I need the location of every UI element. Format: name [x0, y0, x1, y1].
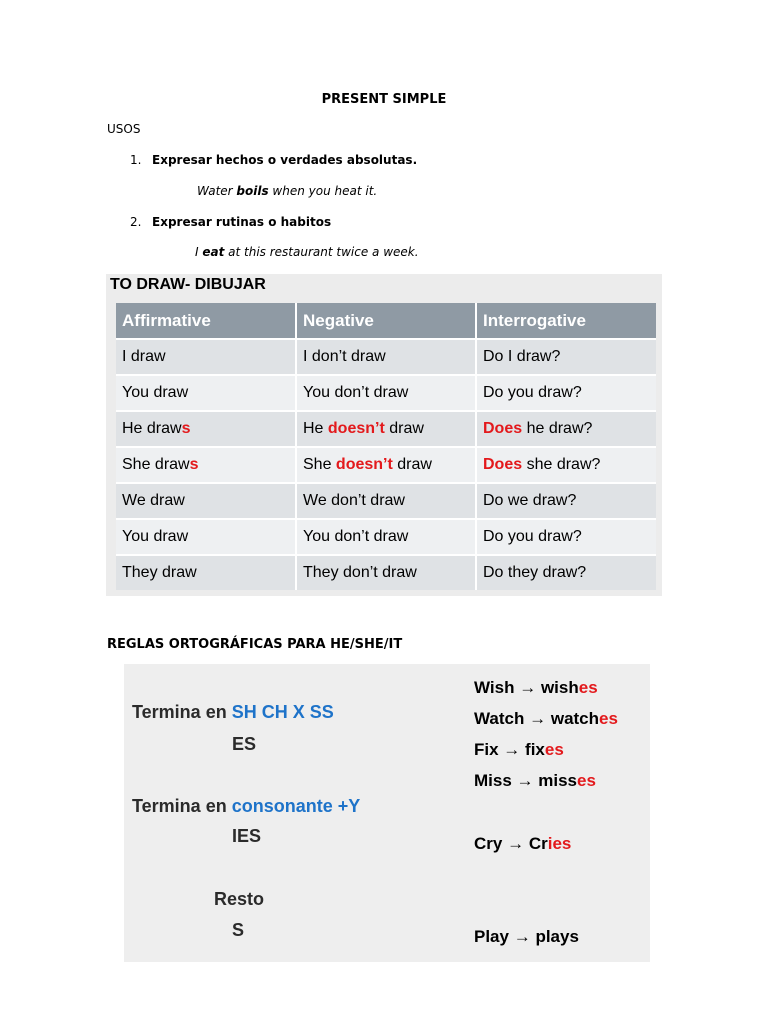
example-watch	[474, 709, 618, 729]
cell-text: Do we draw?	[483, 492, 577, 509]
affirmative-cell	[116, 411, 296, 447]
example-base: Fix	[474, 740, 499, 759]
rule-highlight: consonante +Y	[231, 796, 361, 816]
negative-cell	[296, 483, 476, 519]
cell-text: I draw	[122, 348, 166, 365]
rule-text: Termina en	[132, 702, 232, 722]
interrogative-cell	[476, 375, 656, 411]
negative-cell	[296, 339, 476, 375]
conjugation-table	[116, 303, 656, 590]
arrow-icon: →	[529, 709, 547, 728]
interrogative-cell	[476, 519, 656, 555]
use-item-1	[130, 153, 417, 167]
cell-text: She	[303, 456, 336, 473]
affirmative-cell	[116, 375, 296, 411]
table-row	[116, 447, 656, 483]
cell-highlight: doesn’t	[327, 420, 385, 437]
example-base: Play	[474, 927, 509, 946]
arrow-icon: →	[516, 771, 534, 790]
cell-text: don’t draw	[334, 384, 409, 401]
cell-text: don’t draw	[334, 528, 409, 545]
cell-highlight: Does	[483, 456, 523, 473]
cell-highlight: Does	[483, 420, 523, 437]
table-row	[116, 519, 656, 555]
cell-text: Do they draw?	[483, 564, 587, 581]
example-suffix: es	[578, 678, 598, 697]
rule-text: Termina en	[132, 796, 232, 816]
cell-text: You	[303, 528, 335, 545]
cell-text: he draw?	[522, 420, 593, 437]
rule-3: Resto	[214, 889, 265, 909]
rule-3-ending: S	[232, 920, 245, 940]
cell-text: He	[303, 420, 328, 437]
affirmative-cell	[116, 519, 296, 555]
cell-text: We draw	[122, 492, 185, 509]
negative-cell	[296, 519, 476, 555]
use-number: 2.	[130, 215, 142, 229]
example-verb: boils	[236, 184, 269, 198]
table-row	[116, 555, 656, 590]
arrow-icon: →	[513, 927, 531, 946]
negative-cell	[296, 447, 476, 483]
table-row	[116, 339, 656, 375]
rule-2-ending: IES	[232, 826, 262, 846]
example-stem: fix	[525, 740, 545, 759]
example-text: I	[195, 245, 203, 259]
cell-text: They	[303, 564, 344, 581]
example-stem: plays	[535, 927, 579, 946]
example-stem: miss	[538, 771, 578, 790]
cell-text: They draw	[122, 564, 197, 581]
cell-text: don’t draw	[331, 492, 405, 509]
interrogative-cell	[476, 411, 656, 447]
use-text: Expresar hechos o verdades absolutas.	[152, 153, 418, 167]
use-item-2	[130, 215, 331, 229]
example-play	[474, 927, 579, 947]
cell-highlight: s	[181, 420, 191, 437]
example-base: Watch	[474, 709, 525, 728]
example-base: Cry	[474, 834, 503, 853]
example-stem: Cr	[528, 834, 548, 853]
example-base: Wish	[474, 678, 515, 697]
cell-text: You draw	[122, 384, 189, 401]
cell-text: Do you draw?	[483, 528, 582, 545]
rule-highlight: SH CH X SS	[231, 702, 334, 722]
cell-text: You draw	[122, 528, 189, 545]
use-number: 1.	[130, 153, 142, 167]
interrogative-cell	[476, 555, 656, 590]
interrogative-cell	[476, 483, 656, 519]
header-interrogative: Interrogative	[476, 303, 656, 339]
example-suffix: ies	[547, 834, 572, 853]
negative-cell	[296, 375, 476, 411]
example-suffix: es	[577, 771, 596, 790]
table-row	[116, 411, 656, 447]
cell-text: You	[303, 384, 335, 401]
cell-text: She draw	[122, 456, 190, 473]
cell-text: We	[303, 492, 332, 509]
use-example-1	[197, 184, 377, 198]
example-stem: wish	[540, 678, 579, 697]
example-verb: eat	[202, 245, 225, 259]
arrow-icon: →	[503, 740, 521, 759]
cell-text: Do I draw?	[483, 348, 561, 365]
example-text: when you heat it.	[268, 184, 378, 198]
rule-2	[132, 796, 360, 817]
interrogative-cell	[476, 339, 656, 375]
cell-text: don’t draw	[343, 564, 417, 581]
table-row	[116, 483, 656, 519]
table-row	[116, 375, 656, 411]
use-text: Expresar rutinas o habitos	[152, 215, 332, 229]
example-wish	[474, 678, 598, 698]
affirmative-cell	[116, 555, 296, 590]
example-text: at this restaurant twice a week.	[224, 245, 419, 259]
cell-highlight: s	[189, 456, 199, 473]
affirmative-cell	[116, 447, 296, 483]
header-affirmative: Affirmative	[116, 303, 296, 339]
cell-text: draw	[392, 456, 432, 473]
example-cry	[474, 834, 571, 854]
page-title: PRESENT SIMPLE	[321, 92, 447, 107]
affirmative-cell	[116, 483, 296, 519]
affirmative-cell	[116, 339, 296, 375]
use-example-2	[195, 245, 419, 259]
arrow-icon: →	[507, 834, 525, 853]
cell-text: draw	[384, 420, 424, 437]
interrogative-cell	[476, 447, 656, 483]
example-suffix: es	[599, 709, 618, 728]
cell-highlight: doesn’t	[335, 456, 393, 473]
cell-text: I	[303, 348, 312, 365]
cell-text: He draw	[122, 420, 182, 437]
negative-cell	[296, 555, 476, 590]
example-miss	[474, 771, 596, 791]
rule-1-ending: ES	[232, 734, 257, 754]
example-text: Water	[197, 184, 237, 198]
cell-text: she draw?	[522, 456, 601, 473]
usos-label: USOS	[107, 122, 141, 136]
table-header-row	[116, 303, 656, 339]
example-fix	[474, 740, 564, 760]
example-base: Miss	[474, 771, 512, 790]
cell-text: don’t draw	[311, 348, 386, 365]
rules-title: REGLAS ORTOGRÁFICAS PARA HE/SHE/IT	[107, 637, 403, 652]
arrow-icon: →	[519, 678, 537, 697]
rule-1	[132, 702, 334, 723]
negative-cell	[296, 411, 476, 447]
header-negative: Negative	[296, 303, 476, 339]
table-title: TO DRAW- DIBUJAR	[110, 276, 266, 293]
cell-text: Do you draw?	[483, 384, 582, 401]
example-suffix: es	[544, 740, 564, 759]
example-stem: watch	[550, 709, 600, 728]
